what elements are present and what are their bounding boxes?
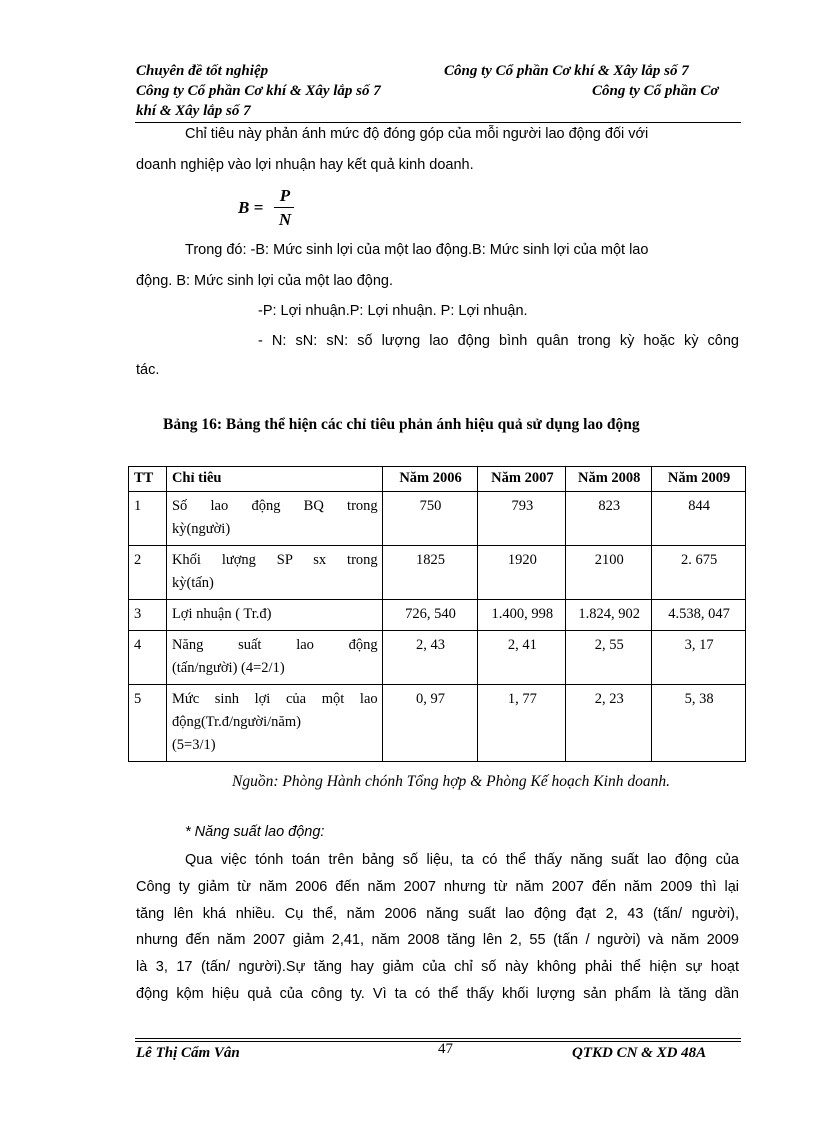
- section-line: Qua việc tónh toán trên bảng số liệu, ta có thể thấy năng suất lao động của: [185, 852, 739, 868]
- where-line-1: Trong đó: -B: Mức sinh lợi của một lao động.B: Mức sinh lợi của một lao: [185, 242, 649, 258]
- row-label-line: kỳ(người): [171, 521, 231, 537]
- row-label-line: (tấn/người) (4=2/1): [171, 660, 285, 676]
- cell-2009: 4.538, 047: [652, 600, 746, 631]
- cell-2006: 750: [382, 492, 478, 546]
- row-label-line: động(Tr.đ/người/năm): [171, 714, 301, 730]
- cell-2006: 2, 43: [382, 631, 478, 685]
- col-header-2009: Năm 2009: [652, 467, 746, 492]
- row-label: [166, 492, 382, 546]
- cell-2007: 1, 77: [478, 685, 566, 762]
- cell-2007: 793: [478, 492, 566, 546]
- section-title: * Năng suất lao động:: [185, 824, 325, 840]
- intro-line-2: doanh nghiệp vào lợi nhuận hay kết quả kinh doanh.: [136, 157, 474, 173]
- where-line-4: - N: sN: sN: số lượng lao động bình quân trong kỳ hoặc kỳ công: [258, 333, 739, 349]
- row-tt: 4: [129, 631, 167, 685]
- cell-2009: 2. 675: [652, 546, 746, 600]
- row-label-line: kỳ(tấn): [171, 575, 214, 591]
- formula-denominator: N: [278, 210, 292, 229]
- row-tt: 3: [129, 600, 167, 631]
- cell-2007: 1920: [478, 546, 566, 600]
- section-line: Công ty giảm từ năm 2006 đến năm 2007 nhưng từ năm 2007 đến năm 2009 thì lại: [136, 879, 739, 895]
- header-left-2: Công ty Cổ phần Cơ khí & Xây lắp số 7: [136, 83, 381, 99]
- row-tt: 5: [129, 685, 167, 762]
- header-right-1: Công ty Cổ phần Cơ khí & Xây lắp số 7: [444, 63, 689, 79]
- where-line-5: tác.: [136, 362, 160, 378]
- footer-rule-top: [135, 1038, 741, 1039]
- table-row: [129, 492, 746, 546]
- table-caption: Bảng 16: Bảng thể hiện các chỉ tiêu phản ánh hiệu quả sử dụng lao động: [163, 416, 640, 433]
- row-label-line: Mức sinh lợi của một lao: [171, 691, 378, 707]
- section-line: nhưng đến năm 2007 giảm 2,41, năm 2008 tăng lên 2, 55 (tấn / người) và năm 2009: [136, 932, 739, 948]
- table-row: [129, 685, 746, 762]
- table-row: [129, 600, 746, 631]
- col-header-indicator: Chỉ tiêu: [166, 467, 382, 492]
- table-row: [129, 546, 746, 600]
- header-line-3: khí & Xây lắp số 7: [136, 103, 251, 119]
- cell-2009: 844: [652, 492, 746, 546]
- cell-2009: 3, 17: [652, 631, 746, 685]
- footer-class: QTKD CN & XD 48A: [572, 1045, 707, 1061]
- header-right-2: Công ty Cổ phần Cơ: [592, 83, 719, 99]
- row-label: [166, 631, 382, 685]
- row-label-line: Số lao động BQ trong: [171, 498, 378, 514]
- fraction-bar: [274, 207, 294, 208]
- page-number: 47: [438, 1041, 453, 1057]
- col-header-tt: TT: [129, 467, 167, 492]
- data-table: [128, 466, 746, 762]
- row-tt: 1: [129, 492, 167, 546]
- section-line: động kộm hiệu quả của công ty. Vì ta có thể thấy khối lượng sản phẩm là tăng dần: [136, 986, 739, 1002]
- cell-2008: 1.824, 902: [566, 600, 652, 631]
- cell-2009: 5, 38: [652, 685, 746, 762]
- cell-2007: 2, 41: [478, 631, 566, 685]
- cell-2006: 0, 97: [382, 685, 478, 762]
- col-header-2006: Năm 2006: [382, 467, 478, 492]
- cell-2007: 1.400, 998: [478, 600, 566, 631]
- cell-2008: 2100: [566, 546, 652, 600]
- row-label-line: Năng suất lao động: [171, 637, 378, 653]
- formula-lhs: B =: [238, 198, 264, 217]
- row-label: [166, 546, 382, 600]
- where-line-3: -P: Lợi nhuận.P: Lợi nhuận. P: Lợi nhuận.: [258, 303, 528, 319]
- formula-numerator: P: [279, 186, 291, 205]
- row-tt: 2: [129, 546, 167, 600]
- where-line-2: động. B: Mức sinh lợi của một lao động.: [136, 273, 393, 289]
- row-label-line: Lợi nhuận ( Tr.đ): [171, 606, 272, 622]
- table-header-row: [129, 467, 746, 492]
- cell-2008: 2, 23: [566, 685, 652, 762]
- cell-2006: 726, 540: [382, 600, 478, 631]
- col-header-2007: Năm 2007: [478, 467, 566, 492]
- row-label-line: (5=3/1): [171, 737, 216, 753]
- cell-2008: 823: [566, 492, 652, 546]
- row-label: [166, 685, 382, 762]
- footer-author: Lê Thị Cẩm Vân: [136, 1045, 240, 1061]
- row-label-line: Khối lượng SP sx trong: [171, 552, 378, 568]
- row-label: [166, 600, 382, 631]
- cell-2008: 2, 55: [566, 631, 652, 685]
- section-line: tăng lên khá nhiều. Cụ thể, năm 2006 năng suất lao động đạt 2, 43 (tấn/ người),: [136, 906, 739, 922]
- cell-2006: 1825: [382, 546, 478, 600]
- intro-line-1: Chỉ tiêu này phản ánh mức độ đóng góp của mỗi người lao động đối với: [185, 126, 649, 142]
- header-rule: [135, 122, 741, 123]
- table-row: [129, 631, 746, 685]
- section-line: là 3, 17 (tấn/ người).Sự tăng hay giảm của chỉ số này không phải thể hiện sự hoạt: [136, 959, 739, 975]
- header-left-1: Chuyên đề tốt nghiệp: [136, 63, 269, 79]
- table-source: Nguồn: Phòng Hành chónh Tổng hợp & Phòng Kế hoạch Kinh doanh.: [232, 773, 670, 790]
- col-header-2008: Năm 2008: [566, 467, 652, 492]
